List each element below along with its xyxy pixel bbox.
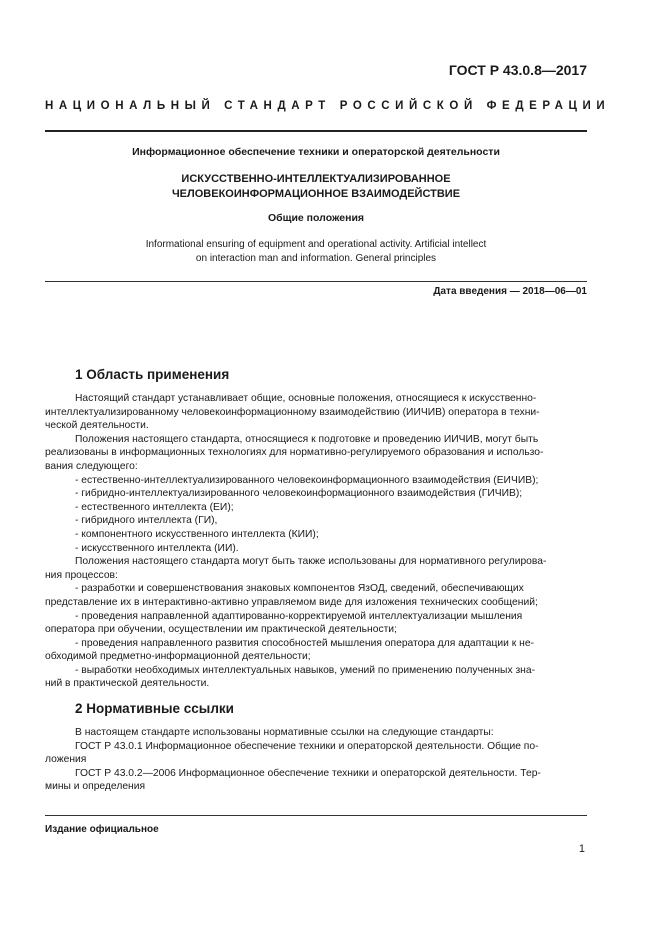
text-line: - естественного интеллекта (ЕИ); — [75, 501, 234, 513]
text-line: - выработки необходимых интеллектуальных навыков, умений по применению полученных зна- — [75, 664, 536, 676]
standard-code: ГОСТ Р 43.0.8—2017 — [448, 62, 587, 78]
english-title — [45, 238, 587, 266]
text-line: обходимой предметно-информационной деятельности; — [45, 651, 311, 663]
document-subtitle: Общие положения — [267, 212, 365, 224]
section-2-body — [45, 726, 581, 794]
text-line: - разработки и совершенствования знаковых компонентов ЯзОД, сведений, обеспечивающих — [75, 583, 524, 595]
text-line: - гибридного интеллекта (ГИ), — [75, 515, 218, 527]
title-rule — [45, 281, 587, 282]
text-line: мины и определения — [45, 781, 146, 793]
text-line: - проведения направленной адаптированно-корректируемой интеллектуализации мышления — [75, 610, 523, 622]
document-title — [45, 172, 587, 202]
english-title-line-2: on interaction man and information. General principles — [195, 253, 437, 264]
text-line: ГОСТ Р 43.0.1 Информационное обеспечение техники и операторской деятельности. Общие по- — [75, 740, 539, 752]
text-line: интеллектуализированному человекоинформационному взаимодействию (ИИЧИВ) оператора в техни- — [45, 406, 540, 418]
section-1-heading: 1 Область применения — [75, 367, 230, 382]
text-line: Положения настоящего стандарта, относящиеся к подготовке и проведению ИИЧИВ, могут быть — [75, 433, 539, 445]
effective-date: Дата введения — 2018—06—01 — [433, 286, 587, 297]
text-line: вания следующего: — [45, 460, 138, 472]
text-line: ГОСТ Р 43.0.2—2006 Информационное обеспечение техники и операторской деятельности. Тер- — [75, 767, 541, 779]
text-line: - искусственного интеллекта (ИИ). — [75, 542, 239, 554]
text-line: ческой деятельности. — [45, 420, 149, 432]
text-line: В настоящем стандарте использованы нормативные ссылки на следующие стандарты: — [75, 727, 494, 738]
text-line: - естественно-интеллектуализированного человекоинформационного взаимодействия (ЕИЧИВ); — [75, 474, 539, 486]
english-title-line-1: Informational ensuring of equipment and operational activity. Artificial intellect — [145, 239, 487, 250]
header-rule — [45, 130, 587, 132]
section-1-body — [45, 392, 581, 691]
document-title-line-2: ЧЕЛОВЕКОИНФОРМАЦИОННОЕ ВЗАИМОДЕЙСТВИЕ — [171, 188, 461, 200]
text-line: Положения настоящего стандарта могут быть также использованы для нормативного регулирова- — [75, 556, 547, 568]
text-line: - компонентного искусственного интеллекта (КИИ); — [75, 528, 319, 540]
section-2-heading: 2 Нормативные ссылки — [75, 701, 234, 716]
text-line: представление их в интерактивно-активно управляемом виде для изложения технических сообщений; — [45, 596, 538, 608]
text-line: ложения — [45, 754, 87, 766]
official-edition-label: Издание официальное — [45, 824, 159, 835]
text-line: Настоящий стандарт устанавливает общие, основные положения, относящиеся к искусственно- — [75, 393, 537, 404]
document-title-line-1: ИСКУССТВЕННО-ИНТЕЛЛЕКТУАЛИЗИРОВАННОЕ — [181, 173, 451, 185]
text-line: - гибридно-интеллектуализированного человекоинформационного взаимодействия (ГИЧИВ); — [75, 488, 523, 500]
text-line: ний в практической деятельности. — [45, 678, 210, 690]
text-line: оператора при обучении, осуществлении им практической деятельности; — [45, 624, 397, 636]
text-line: - проведения направленного развития способностей мышления оператора для адаптации к не- — [75, 637, 534, 649]
national-standard-banner: НАЦИОНАЛЬНЫЙ СТАНДАРТ РОССИЙСКОЙ ФЕДЕРАЦИИ — [45, 100, 611, 112]
text-line: ния процессов: — [45, 569, 118, 581]
text-line: реализованы в информационных технологиях для нормативно-регулируемого образования и использо- — [45, 447, 544, 459]
series-title: Информационное обеспечение техники и операторской деятельности — [132, 146, 500, 158]
footer-rule — [45, 815, 587, 816]
page-number: 1 — [578, 843, 585, 855]
